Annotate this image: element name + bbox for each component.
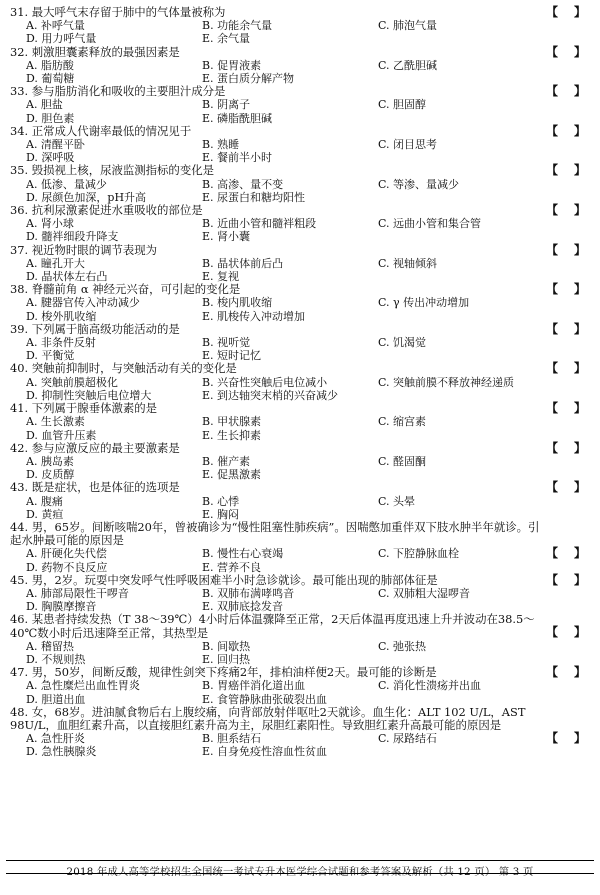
- option-b: B. 高渗、量不变: [202, 177, 284, 191]
- option-list: [10, 547, 588, 573]
- option-c: C. 视轴倾斜: [378, 256, 438, 270]
- option-c: C. 突触前膜不释放神经递质: [378, 375, 515, 389]
- option-a: A. 瞳孔开大: [26, 256, 85, 270]
- question-stem: 44. 男，65岁。间断咳喘20年，曾被确诊为“慢性阻塞性肺疾病”。因喘憋加重伴双下肢水肿半年就诊。引起水肿最可能的原因是: [10, 519, 540, 548]
- option-a: A. 肝硬化失代偿: [26, 547, 107, 561]
- option-e: E. 餐前半小时: [202, 151, 273, 165]
- option-c: C. 缩宫素: [378, 415, 427, 429]
- option-c: C. 饥渴觉: [378, 336, 427, 350]
- question-43: [10, 481, 588, 521]
- answer-bracket[interactable]: [546, 732, 586, 745]
- question-32: [10, 46, 588, 86]
- option-e: E. 磷脂酰胆碱: [202, 111, 273, 125]
- option-c: C. 尿路结石: [378, 732, 438, 746]
- question-37: [10, 244, 588, 284]
- bracket-open: 【: [546, 625, 559, 640]
- option-b: B. 晶状体前后凸: [202, 256, 284, 270]
- option-list: [10, 296, 588, 322]
- option-b: B. 近曲小管和髓袢粗段: [202, 217, 317, 231]
- question-stem: 40. 突触前抑制时，与突触活动有关的变化是: [10, 361, 237, 376]
- question-48: [10, 706, 588, 759]
- question-stem: 43. 既是症状，也是体征的选项是: [10, 480, 180, 495]
- option-e: E. 促黑激素: [202, 468, 262, 482]
- answer-bracket[interactable]: [546, 666, 586, 679]
- option-a: A. 肾小球: [26, 217, 74, 231]
- answer-bracket[interactable]: [546, 204, 586, 217]
- bracket-close: 】: [573, 5, 586, 19]
- option-d: D. 梭外肌收缩: [26, 309, 97, 323]
- bracket-close: 】: [573, 665, 586, 680]
- option-list: [10, 178, 588, 204]
- option-a: A. 突触前膜超极化: [26, 375, 118, 389]
- question-stem: 48. 女，68岁。进油腻食物后右上腹绞痛，向背部放射伴呕吐2天就诊。血生化：ALT 102 U/L，AST 98U/L，血胆红素升高，以直接胆红素升高为主，尿胆红素阳性。导致胆红素升高最可能的原因是: [10, 704, 526, 732]
- answer-bracket[interactable]: [546, 244, 586, 257]
- option-b: B. 兴奋性突触后电位减小: [202, 375, 328, 389]
- option-c: C. 胆固醇: [378, 98, 427, 112]
- option-a: A. 腹痛: [26, 494, 63, 508]
- question-stem: 31. 最大呼气末存留于肺中的气体量被称为: [10, 5, 226, 19]
- bracket-open: 【: [546, 5, 559, 19]
- question-stem: 47. 男，50岁，间断反酸，规律性剑突下疼痛2年，排柏油样便2天。最可能的诊断是: [10, 665, 437, 680]
- option-c: C. 醛固酮: [378, 454, 427, 468]
- question-stem: 45. 男，2岁。玩耍中突发呼气性呼吸困难半小时急诊就诊。最可能出现的肺部体征是: [10, 572, 438, 587]
- question-stem: 37. 视近物时眼的调节表现为: [10, 242, 158, 257]
- option-c: C. 闭目思考: [378, 138, 438, 152]
- question-stem: 39. 下列属于脑高级功能活动的是: [10, 321, 180, 336]
- bracket-open: 【: [546, 123, 559, 138]
- option-a: A. 胆盐: [26, 98, 63, 112]
- option-e: E. 蛋白质分解产物: [202, 72, 295, 86]
- option-list: [10, 640, 588, 666]
- option-a: A. 清醒平卧: [26, 138, 85, 152]
- option-d: D. 黄疸: [26, 507, 64, 521]
- option-a: A. 胰岛素: [26, 454, 74, 468]
- bracket-open: 【: [546, 163, 559, 178]
- question-stem: 33. 参与脂肪消化和吸收的主要胆汁成分是: [10, 84, 226, 99]
- bracket-open: 【: [546, 401, 559, 416]
- footer-text: 2018 年成人高等学校招生全国统一考试专升本医学综合试题和参考答案及解析（共 12 页） 第 3 页: [66, 866, 534, 878]
- question-44: [10, 521, 588, 574]
- option-b: B. 熟睡: [202, 138, 240, 152]
- option-d: D. 胆色素: [26, 111, 75, 125]
- bracket-open: 【: [546, 321, 559, 336]
- answer-bracket[interactable]: [546, 402, 586, 415]
- option-c: C. 远曲小管和集合管: [378, 217, 482, 231]
- option-c: C. 下腔静脉血栓: [378, 547, 460, 561]
- option-d: D. 不规则热: [26, 652, 86, 666]
- option-list: [10, 376, 588, 402]
- question-46: [10, 613, 588, 666]
- bracket-close: 】: [573, 572, 586, 587]
- option-list: [10, 415, 588, 441]
- bracket-open: 【: [546, 730, 559, 745]
- option-d: D. 尿颜色加深，pH升高: [26, 190, 147, 204]
- bracket-close: 】: [573, 44, 586, 59]
- bracket-close: 】: [573, 730, 586, 745]
- question-stem: 46. 某患者持续发热（T 38～39℃）4小时后体温骤降至正常，2天后体温再度迅速上升并波动在38.5～40℃数小时后迅速降至正常，其热型是: [10, 612, 535, 640]
- option-a: A. 腱器官传入冲动减少: [26, 296, 140, 310]
- option-a: A. 急性肝炎: [26, 732, 85, 746]
- option-e: E. 肌梭传入冲动增加: [202, 309, 306, 323]
- question-stem: 32. 刺激胆囊素释放的最强因素是: [10, 44, 180, 59]
- question-stem: 42. 参与应激反应的最主要激素是: [10, 440, 180, 455]
- bracket-close: 】: [573, 242, 586, 257]
- option-e: E. 尿蛋白和糖均阳性: [202, 190, 306, 204]
- question-35: [10, 164, 588, 204]
- bracket-close: 】: [573, 282, 586, 297]
- question-33: [10, 85, 588, 125]
- question-34: [10, 125, 588, 165]
- option-c: C. γ 传出冲动增加: [378, 296, 470, 310]
- option-c: C. 弛张热: [378, 639, 427, 653]
- question-39: [10, 323, 588, 363]
- bracket-close: 】: [573, 203, 586, 218]
- bracket-open: 【: [546, 44, 559, 59]
- answer-bracket[interactable]: [546, 164, 586, 177]
- bracket-open: 【: [546, 572, 559, 587]
- option-d: D. 胸膜摩擦音: [26, 600, 97, 614]
- option-b: B. 阴离子: [202, 98, 251, 112]
- bracket-close: 】: [573, 401, 586, 416]
- option-d: D. 急性胰腺炎: [26, 745, 97, 759]
- bracket-open: 【: [546, 242, 559, 257]
- option-e: E. 回归热: [202, 652, 251, 666]
- option-b: B. 心悸: [202, 494, 240, 508]
- answer-bracket[interactable]: [546, 46, 586, 59]
- question-stem: 41. 下列属于腺垂体激素的是: [10, 401, 158, 416]
- bracket-close: 】: [573, 123, 586, 138]
- option-b: B. 慢性右心衰竭: [202, 547, 284, 561]
- option-e: E. 到达轴突末梢的兴奋减少: [202, 388, 339, 402]
- option-list: [10, 455, 588, 481]
- option-d: D. 平衡觉: [26, 349, 75, 363]
- bracket-open: 【: [546, 282, 559, 297]
- option-list: [10, 59, 588, 85]
- option-c: C. 双肺粗大湿啰音: [378, 586, 471, 600]
- option-b: B. 双肺布满哮鸣音: [202, 586, 295, 600]
- option-list: [10, 138, 588, 164]
- option-c: C. 肺泡气量: [378, 19, 438, 33]
- bracket-open: 【: [546, 440, 559, 455]
- option-list: [10, 495, 588, 521]
- option-c: C. 消化性溃疡并出血: [378, 679, 482, 693]
- bracket-open: 【: [546, 84, 559, 99]
- answer-bracket[interactable]: [546, 574, 586, 587]
- option-e: E. 余气量: [202, 32, 251, 46]
- answer-bracket[interactable]: [546, 547, 586, 560]
- bracket-open: 【: [546, 480, 559, 495]
- option-d: D. 深呼吸: [26, 151, 75, 165]
- question-36: [10, 204, 588, 244]
- option-c: C. 等渗、量减少: [378, 177, 460, 191]
- option-list: [10, 336, 588, 362]
- answer-bracket[interactable]: [546, 362, 586, 375]
- option-e: E. 复视: [202, 270, 240, 284]
- option-b: B. 梭内肌收缩: [202, 296, 273, 310]
- question-42: [10, 442, 588, 482]
- answer-bracket[interactable]: [546, 6, 586, 19]
- option-b: B. 功能余气量: [202, 19, 273, 33]
- question-38: [10, 283, 588, 323]
- option-a: A. 脂肪酸: [26, 58, 74, 72]
- option-d: D. 晶状体左右凸: [26, 270, 108, 284]
- option-a: A. 低渗、量减少: [26, 177, 107, 191]
- option-b: B. 甲状腺素: [202, 415, 262, 429]
- answer-bracket[interactable]: [546, 626, 586, 639]
- question-41: [10, 402, 588, 442]
- option-e: E. 短时记忆: [202, 349, 262, 363]
- option-d: D. 抑制性突触后电位增大: [26, 388, 152, 402]
- option-list: [10, 257, 588, 283]
- option-list: [10, 217, 588, 243]
- option-a: A. 补呼气量: [26, 19, 85, 33]
- option-b: B. 胃癌伴消化道出血: [202, 679, 306, 693]
- question-31: [10, 6, 588, 46]
- footer-divider: [6, 873, 594, 874]
- option-a: A. 稽留热: [26, 639, 74, 653]
- page-footer: [6, 860, 594, 878]
- option-b: B. 间歇热: [202, 639, 251, 653]
- question-stem: 34. 正常成人代谢率最低的情况见于: [10, 123, 192, 138]
- question-45: [10, 574, 588, 614]
- question-47: [10, 666, 588, 706]
- answer-bracket[interactable]: [546, 125, 586, 138]
- bracket-open: 【: [546, 545, 559, 560]
- bracket-open: 【: [546, 665, 559, 680]
- option-list: [10, 679, 588, 705]
- bracket-close: 】: [573, 440, 586, 455]
- answer-bracket[interactable]: [546, 85, 586, 98]
- bracket-close: 】: [573, 321, 586, 336]
- option-a: A. 生长激素: [26, 415, 85, 429]
- bracket-close: 】: [573, 163, 586, 178]
- option-a: A. 急性糜烂出血性胃炎: [26, 679, 140, 693]
- option-a: A. 肺部局限性干啰音: [26, 586, 129, 600]
- option-d: D. 用力呼气量: [26, 32, 97, 46]
- answer-bracket[interactable]: [546, 323, 586, 336]
- question-stem: 35. 毁损视上核，尿液监测指标的变化是: [10, 163, 214, 178]
- bracket-close: 】: [573, 84, 586, 99]
- bracket-close: 】: [573, 480, 586, 495]
- option-d: D. 胆道出血: [26, 692, 86, 706]
- option-a: A. 非条件反射: [26, 336, 96, 350]
- option-b: B. 催产素: [202, 454, 251, 468]
- option-d: D. 髓袢细段升降支: [26, 230, 119, 244]
- answer-bracket[interactable]: [546, 481, 586, 494]
- option-b: B. 视听觉: [202, 336, 251, 350]
- answer-bracket[interactable]: [546, 283, 586, 296]
- option-e: E. 生长抑素: [202, 428, 262, 442]
- answer-bracket[interactable]: [546, 442, 586, 455]
- option-b: B. 促胃液素: [202, 58, 262, 72]
- option-e: E. 自身免疫性溶血性贫血: [202, 745, 328, 759]
- option-d: D. 药物不良反应: [26, 560, 108, 574]
- bracket-open: 【: [546, 361, 559, 376]
- option-d: D. 皮质醇: [26, 468, 75, 482]
- option-list: [10, 98, 588, 124]
- option-b: B. 胆系结石: [202, 732, 262, 746]
- question-40: [10, 362, 588, 402]
- option-c: C. 乙酰胆碱: [378, 58, 438, 72]
- bracket-close: 】: [573, 545, 586, 560]
- option-e: E. 肾小囊: [202, 230, 251, 244]
- question-stem: 36. 抗利尿激素促进水重吸收的部位是: [10, 203, 203, 218]
- option-d: D. 葡萄糖: [26, 72, 75, 86]
- option-e: E. 双肺底捻发音: [202, 600, 284, 614]
- option-list: [10, 19, 588, 45]
- option-c: C. 头晕: [378, 494, 416, 508]
- bracket-close: 】: [573, 625, 586, 640]
- option-list: [10, 732, 588, 758]
- option-d: D. 血管升压素: [26, 428, 97, 442]
- option-e: E. 营养不良: [202, 560, 262, 574]
- bracket-close: 】: [573, 361, 586, 376]
- option-list: [10, 587, 588, 613]
- bracket-open: 【: [546, 203, 559, 218]
- option-e: E. 胸闷: [202, 507, 240, 521]
- question-stem: 38. 脊髓前角 α 神经元兴奋，可引起的变化是: [10, 282, 241, 297]
- option-e: E. 食管静脉曲张破裂出血: [202, 692, 328, 706]
